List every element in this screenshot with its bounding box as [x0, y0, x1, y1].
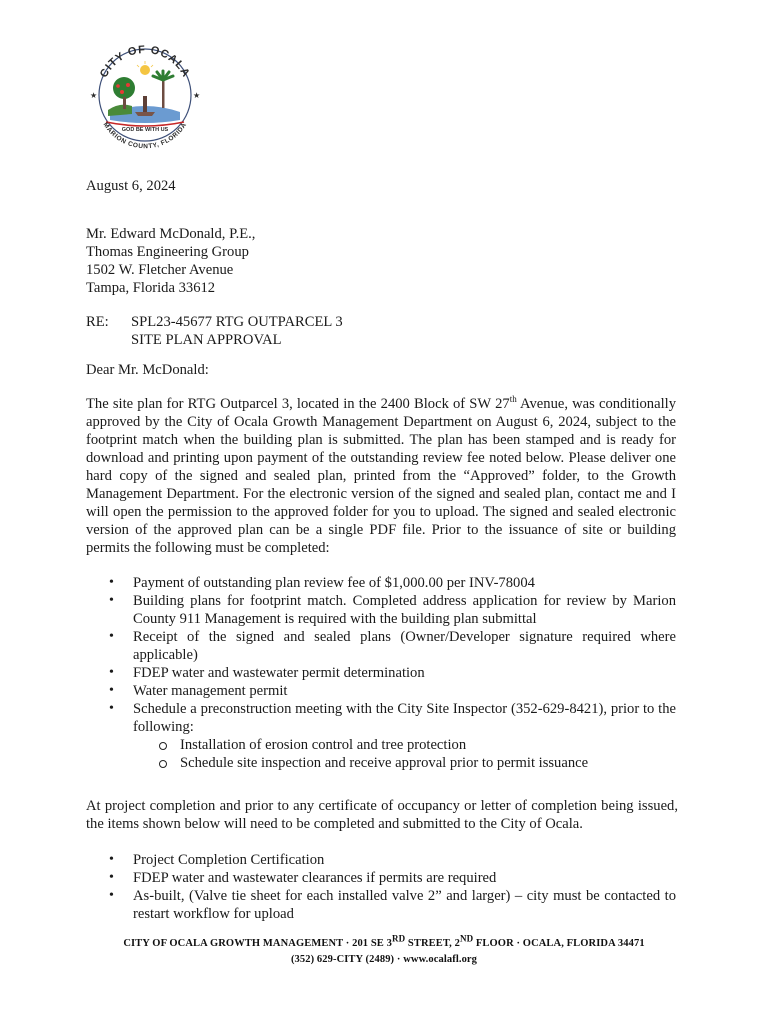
recipient-company: Thomas Engineering Group: [86, 244, 249, 260]
approval-paragraph: [86, 395, 676, 557]
recipient-address: [86, 225, 255, 297]
re-subject: SITE PLAN APPROVAL: [131, 332, 282, 348]
sub-list-item: Installation of erosion control and tree protection: [133, 736, 676, 754]
seal-star-left: ★: [90, 91, 98, 100]
recipient-name: Mr. Edward McDonald, P.E.,: [86, 226, 256, 242]
list-item: • As-built, (Valve tie sheet for each installed valve 2” and larger) – city must be contacted to restart workflow for upload: [106, 887, 676, 923]
footer-address-part: STREET, 2: [405, 938, 460, 949]
list-item: • FDEP water and wastewater permit determination: [106, 664, 676, 682]
footer-address-part: FLOOR · OCALA, FLORIDA 34471: [473, 938, 645, 949]
re-label: RE:: [86, 314, 109, 330]
seal-motto: GOD BE WITH US: [121, 127, 169, 133]
list-item: [106, 700, 676, 772]
seal-star-right: ★: [193, 91, 201, 100]
letterhead-footer: [0, 933, 768, 968]
seal-bottom-text: MARION COUNTY, FLORIDA: [101, 121, 189, 151]
list-item: • Receipt of the signed and sealed plans (Owner/Developer signature required where applicable): [106, 628, 676, 664]
list-item: • FDEP water and wastewater clearances if permits are required: [106, 869, 676, 887]
list-item: • Water management permit: [106, 682, 676, 700]
completion-items-list: [106, 851, 676, 923]
paragraph-text-start: The site plan for RTG Outparcel 3, located in the 2400 Block of SW 27: [86, 396, 510, 412]
city-of-ocala-seal: [80, 30, 210, 160]
footer-sup: RD: [391, 933, 406, 944]
seal-top-text: CITY OF OCALA: [97, 43, 193, 80]
preconstruction-subitems: [133, 736, 676, 772]
paragraph-text-rest: Avenue, was conditionally approved by the City of Ocala Growth Management Department on August 6, 2024, subject to the footprint match when the building plan is submitted. The plan has been stamped and is ready for download and printing upon payment of the outstanding review fee noted below. Please deliver one hard copy of the signed and sealed plan, printed from the “Approved” folder, to the Growth Management Department. For the electronic version of the signed and sealed plan, contact me and I will open the permission to the approved folder for you to upload. The signed and sealed electronic version of the approved plan can be a single PDF file. Prior to the issuance of site or building permits the following must be completed:: [86, 396, 676, 556]
recipient-city-state-zip: Tampa, Florida 33612: [86, 280, 216, 296]
re-project-number: SPL23-45677 RTG OUTPARCEL 3: [131, 314, 343, 330]
letter-date: August 6, 2024: [86, 178, 176, 194]
completion-paragraph: At project completion and prior to any certificate of occupancy or letter of completion being issued, the items shown below will need to be completed and submitted to the City of Ocala.: [86, 798, 678, 832]
recipient-street: 1502 W. Fletcher Avenue: [86, 262, 234, 278]
footer-sup: ND: [459, 933, 474, 944]
sub-list-item: Schedule site inspection and receive approval prior to permit issuance: [133, 754, 676, 772]
list-item: • Project Completion Certification: [106, 851, 676, 869]
footer-address-part: CITY OF OCALA GROWTH MANAGEMENT · 201 SE 3: [123, 938, 392, 949]
list-item-text: Schedule a preconstruction meeting with the City Site Inspector (352-629-8421), prior to the following:: [133, 701, 676, 735]
permit-requirements-list: [106, 574, 676, 772]
salutation: Dear Mr. McDonald:: [86, 362, 209, 378]
footer-contact: (352) 629-CITY (2489) · www.ocalafl.org: [290, 954, 478, 965]
list-item: • Payment of outstanding plan review fee of $1,000.00 per INV-78004: [106, 574, 676, 592]
ordinal-suffix: th: [509, 394, 517, 405]
list-item: • Building plans for footprint match. Completed address application for review by Marion County 911 Management is required with the building plan submittal: [106, 592, 676, 628]
footer-address: [0, 933, 768, 952]
